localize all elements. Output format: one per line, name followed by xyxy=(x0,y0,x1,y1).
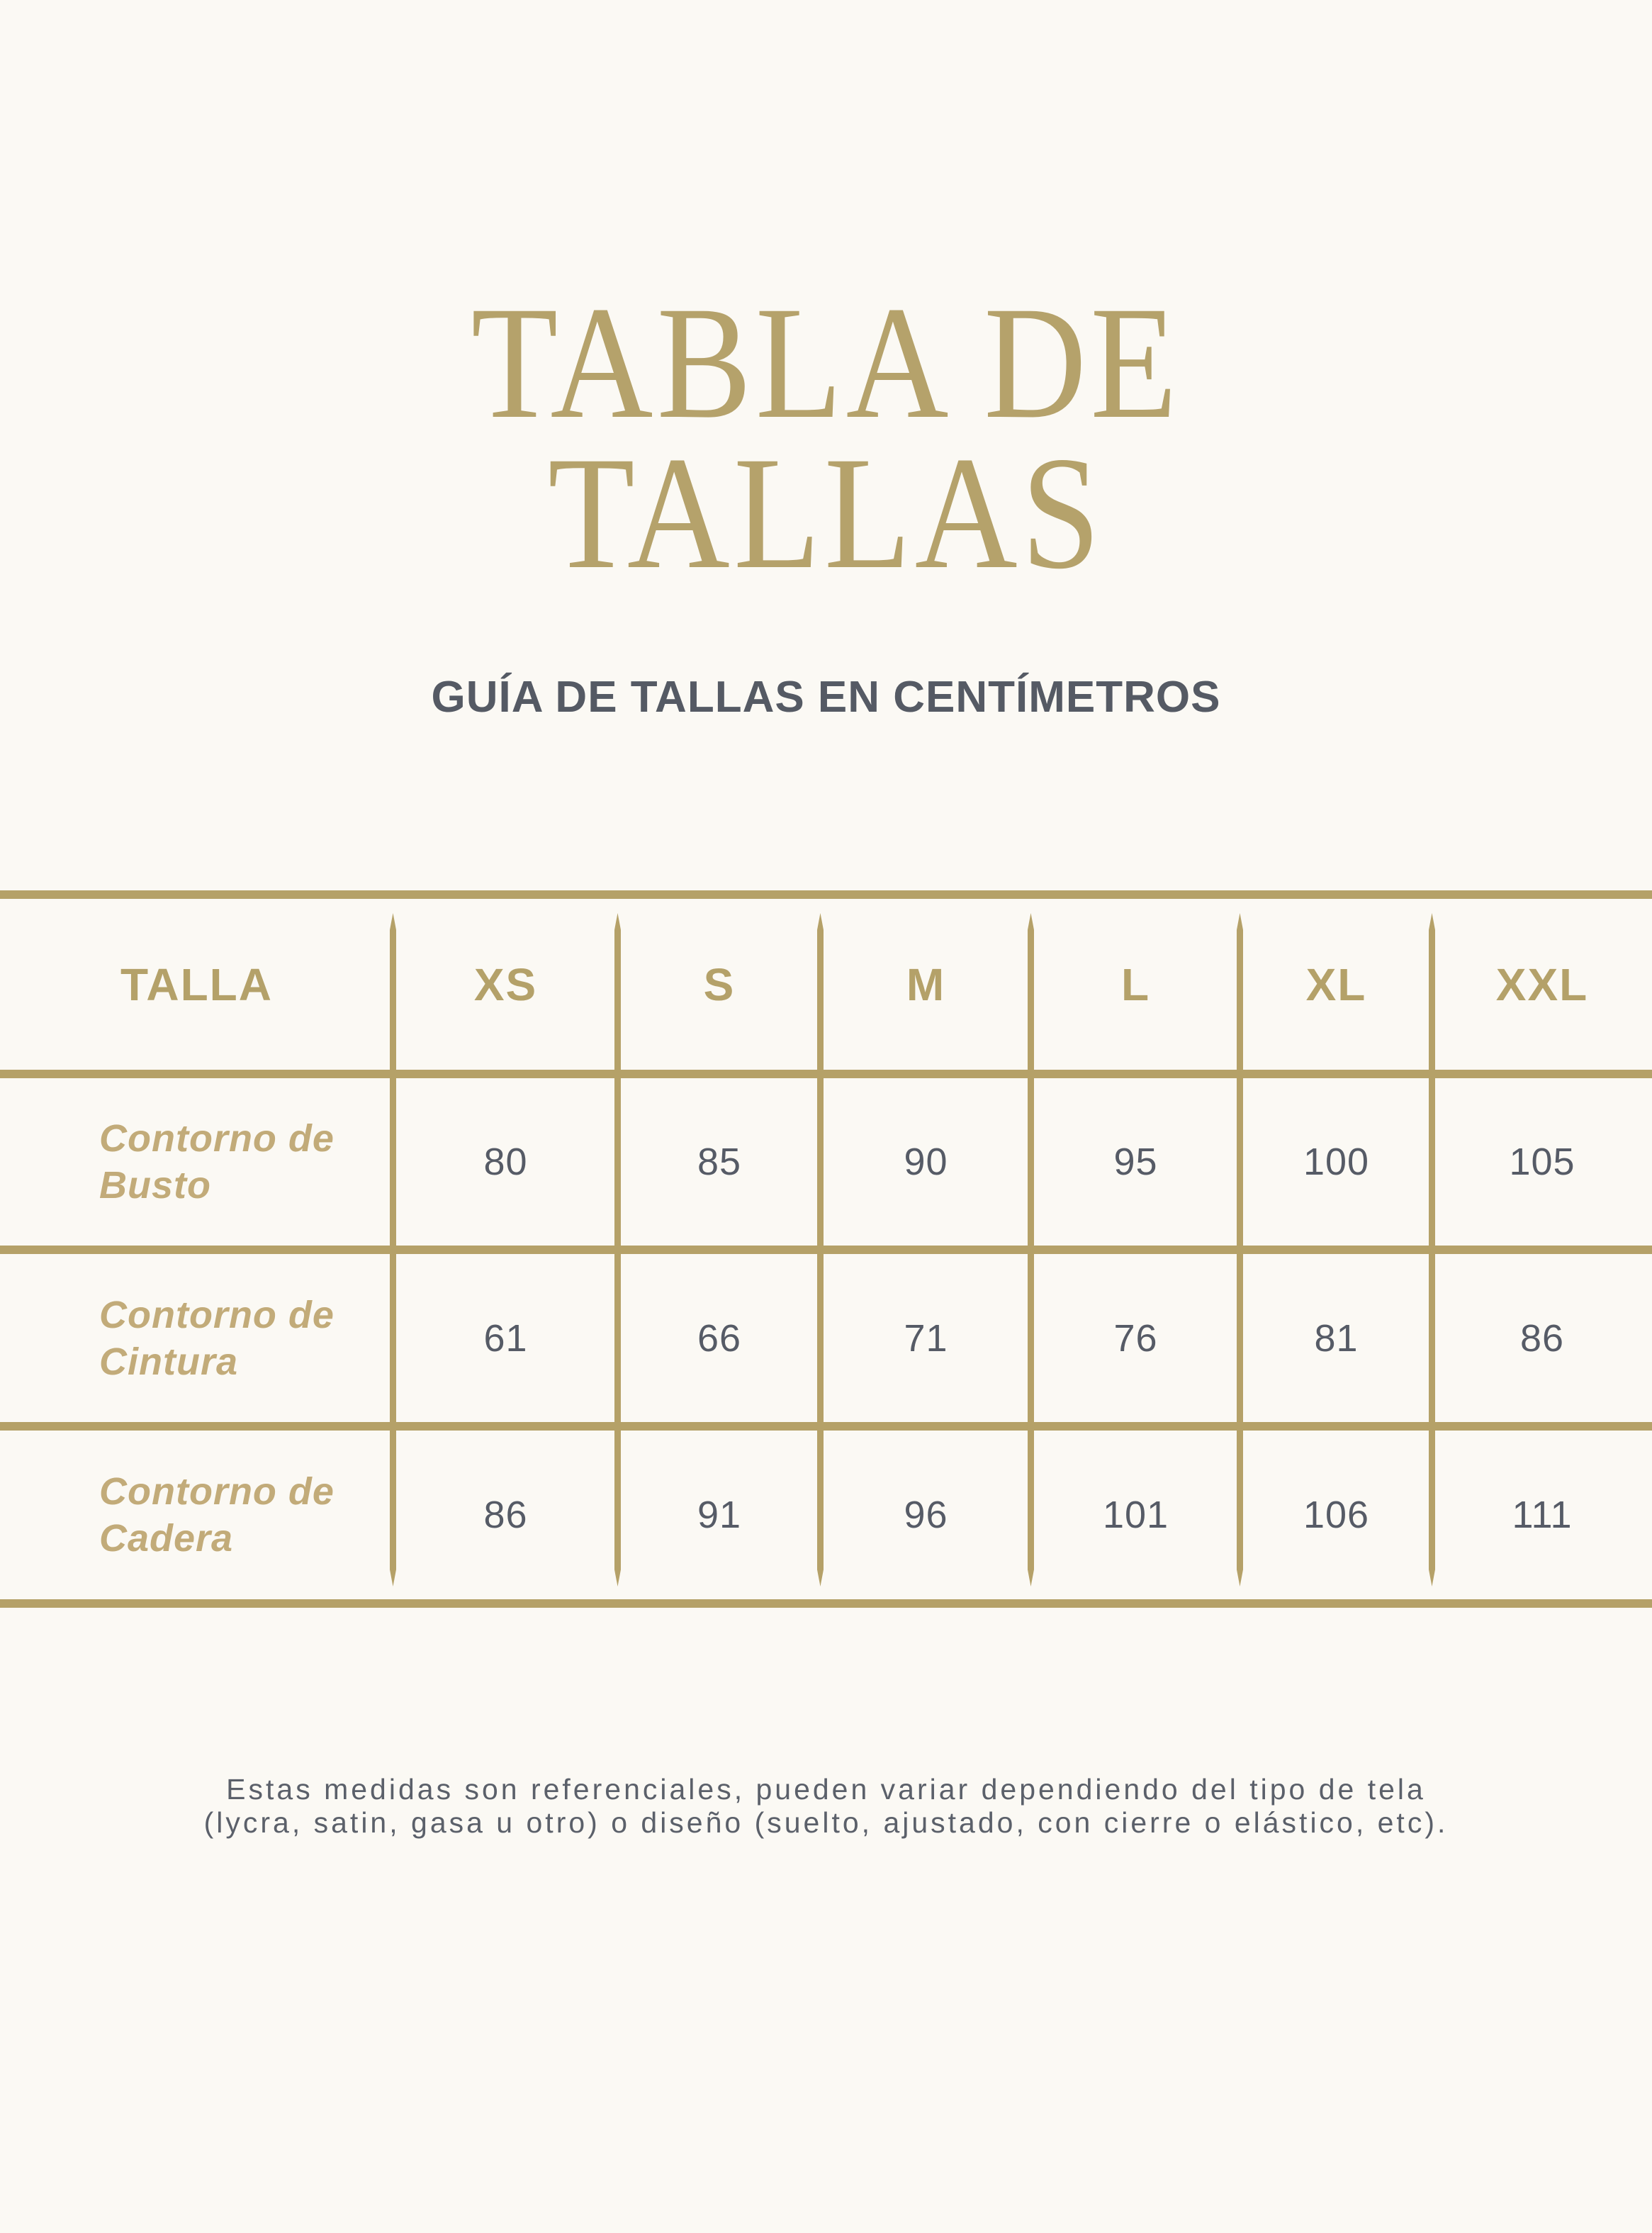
value-cadera-l: 101 xyxy=(1102,1494,1169,1536)
disclaimer-note xyxy=(0,1773,1652,1840)
value-busto-l: 95 xyxy=(1113,1141,1158,1183)
value-cintura-xs: 61 xyxy=(483,1316,528,1360)
column-header-l: L xyxy=(1120,958,1151,1010)
row-label-cintura-line-1: Contorno de xyxy=(99,1293,335,1336)
size-table-grid xyxy=(0,895,1652,1604)
row-label-cintura-line-2: Cintura xyxy=(99,1340,238,1383)
page-title-line-1: TABLA DE xyxy=(471,274,1181,452)
value-busto-m: 90 xyxy=(904,1141,948,1183)
column-header-m: M xyxy=(906,958,946,1010)
row-label-cadera-line-1: Contorno de xyxy=(99,1470,335,1513)
row-label-busto-line-2: Busto xyxy=(99,1164,211,1207)
value-cadera-xxl: 111 xyxy=(1512,1494,1573,1536)
value-cadera-xl: 106 xyxy=(1303,1494,1370,1536)
page-title-line-2: TALLAS xyxy=(548,424,1104,603)
column-header-xs: XS xyxy=(473,958,538,1010)
value-cadera-xs: 86 xyxy=(483,1494,528,1536)
page-title xyxy=(0,274,1652,603)
row-label-busto-text xyxy=(99,1115,335,1209)
value-busto-xxl: 105 xyxy=(1509,1141,1575,1183)
column-header-xxl: XXL xyxy=(1495,958,1589,1010)
subtitle: GUÍA DE TALLAS EN CENTÍMETROS xyxy=(431,673,1221,722)
value-busto-xl: 100 xyxy=(1303,1141,1370,1183)
value-cintura-s: 66 xyxy=(697,1316,742,1360)
value-cintura-m: 71 xyxy=(904,1316,948,1360)
value-busto-s: 85 xyxy=(697,1141,742,1183)
value-cadera-m: 96 xyxy=(904,1494,948,1536)
disclaimer-line-1: Estas medidas son referenciales, pueden variar dependiendo del tipo de tela xyxy=(226,1773,1426,1806)
size-table xyxy=(0,895,1652,1604)
row-label-busto xyxy=(0,1074,393,1250)
row-label-busto-line-1: Contorno de xyxy=(99,1117,335,1160)
column-header-s: S xyxy=(703,958,736,1010)
disclaimer-line-2: (lycra, satin, gasa u otro) o diseño (suelto, ajustado, con cierre o elástico, etc). xyxy=(203,1806,1449,1839)
row-label-cintura-text xyxy=(99,1292,335,1385)
value-busto-xs: 80 xyxy=(483,1141,528,1183)
value-cintura-xl: 81 xyxy=(1314,1316,1359,1360)
row-label-cintura xyxy=(0,1250,393,1426)
row-label-cadera-line-2: Cadera xyxy=(99,1517,234,1560)
row-label-cadera-text xyxy=(99,1468,335,1562)
value-cadera-s: 91 xyxy=(697,1494,742,1536)
value-cintura-xxl: 86 xyxy=(1519,1316,1565,1360)
column-header-xl: XL xyxy=(1305,958,1367,1010)
column-header-talla: TALLA xyxy=(120,958,273,1010)
value-cintura-l: 76 xyxy=(1113,1316,1158,1360)
row-label-cadera xyxy=(0,1426,393,1604)
